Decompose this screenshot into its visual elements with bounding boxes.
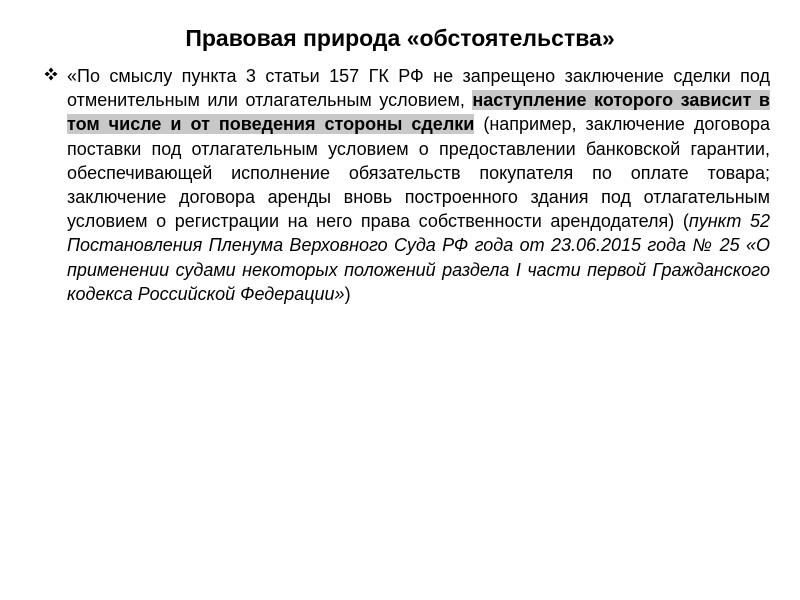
- bullet-text: [67, 64, 770, 306]
- highlighted-phrase: наступление которого зависит в том числе и от поведения стороны сделки: [67, 90, 770, 135]
- bullet-text-intro: «По смыслу пункта 3 статьи 157 ГК РФ не запрещено заключение сделки под отменительным или отлагательным условием,: [67, 66, 770, 111]
- legal-citation: пункт 52 Постановления Пленума Верховного Суда РФ года от 23.06.2015 года № 25 «О применении судами некоторых положений раздела I части первой Гражданского кодекса Российской Федерации»: [67, 211, 770, 304]
- bullet-text-close: ): [344, 283, 351, 304]
- bullet-text-example: (например, заключение договора поставки под отлагательным условием о предоставлении банковской гарантии, обеспечивающей исполнение обязательств покупателя по оплате товара; заключение договора аренды вновь построенного здания под отлагательным условием о регистрации на него права собственности арендодателя) (: [67, 114, 770, 232]
- bullet-item: [44, 64, 770, 306]
- four-diamond-bullet-icon: [44, 67, 58, 81]
- slide-title: Правовая природа «обстоятельства»: [185, 25, 615, 51]
